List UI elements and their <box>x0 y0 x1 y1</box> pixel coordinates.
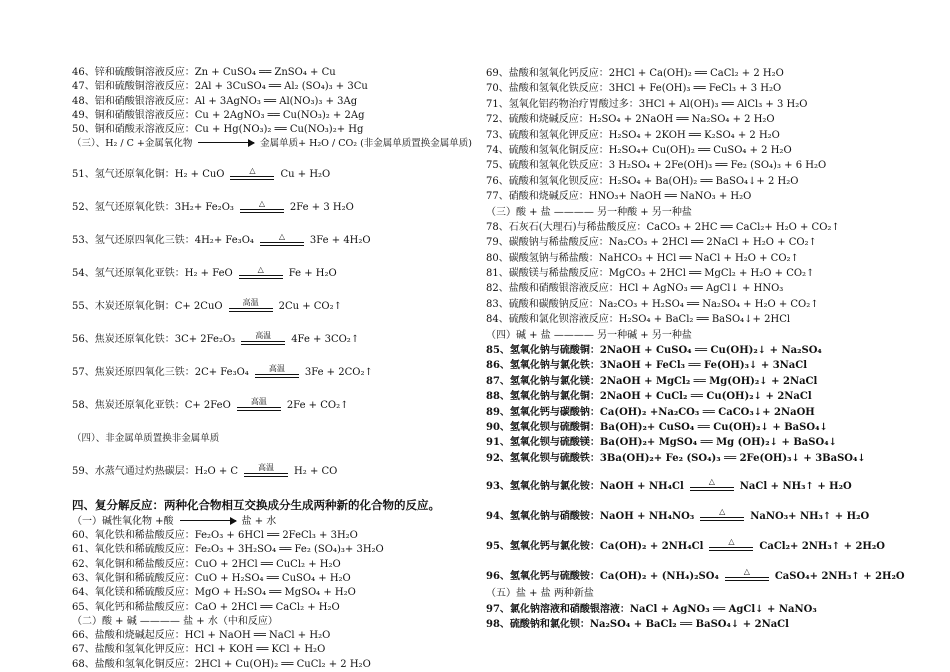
equation-line <box>486 205 926 220</box>
equation-line <box>486 556 926 586</box>
equation-line <box>72 218 472 251</box>
equation-text: 76、硫酸和氢氧化钡反应：H₂SO₄ + Ba(OH)₂ ══ BaSO₄↓+ 2 H₂O <box>486 175 799 187</box>
equation-text: 74、硫酸和氢氧化铜反应：H₂SO₄+ Cu(OH)₂ ══ CuSO₄ + 2 H₂O <box>486 144 792 156</box>
equation-text: 68、盐酸和氢氧化铜反应：2HCl + Cu(OH)₂ ══ CuCl₂ + 2 H₂O <box>72 658 371 670</box>
equation-text: 87、氢氧化钠与氯化镁：2NaOH + MgCl₂ ══ Mg(OH)₂↓ + 2NaCl <box>486 375 818 387</box>
double-line <box>255 374 299 378</box>
reaction-condition <box>244 463 288 477</box>
equation-line <box>486 128 926 143</box>
equation-line <box>486 420 926 435</box>
equation-line <box>72 251 472 284</box>
equation-line <box>486 220 926 235</box>
condition-mark: 高温 <box>250 396 267 406</box>
equation-products: NaCl + NH₃↑ + H₂O <box>739 480 852 492</box>
equation-line <box>486 343 926 358</box>
right-column <box>486 66 926 632</box>
equation-products: 金属单质+ H₂O / CO₂ (非金属单质置换金属单质) <box>260 138 472 150</box>
equation-text: 85、氢氧化钠与硫酸铜：2NaOH + CuSO₄ ══ Cu(OH)₂↓ + Na₂SO₄ <box>486 345 822 357</box>
equation-line <box>72 383 472 416</box>
equation-text: 90、氢氧化钡与硫酸铜：Ba(OH)₂+ CuSO₄ ══ Cu(OH)₂↓ + BaSO₄↓ <box>486 421 828 433</box>
equation-text: 91、氢氧化钡与硫酸镁：Ba(OH)₂+ MgSO₄ ══ Mg (OH)₂↓ + BaSO₄↓ <box>486 437 837 449</box>
double-line <box>229 308 273 312</box>
condition-mark: △ <box>719 507 726 517</box>
equation-line <box>486 435 926 450</box>
equation-text: 89、氢氧化钙与碳酸钠：Ca(OH)₂ +Na₂CO₃ ══ CaCO₃↓+ 2NaOH <box>486 406 815 418</box>
equation-text: （三）酸 + 盐 ———— 另一种酸 + 另一种盐 <box>486 206 692 218</box>
double-line <box>241 341 285 345</box>
equation-line <box>72 615 472 629</box>
reaction-condition <box>229 298 273 312</box>
reaction-condition <box>241 331 285 345</box>
equation-line <box>486 297 926 312</box>
equation-line <box>486 405 926 420</box>
equation-products: Cu + H₂O <box>280 169 331 181</box>
equation-text: 98、硫酸钠和氯化钡：Na₂SO₄ + BaCl₂ ══ BaSO₄↓ + 2NaCl <box>486 618 789 630</box>
equation-line <box>486 81 926 96</box>
equation-line <box>72 284 472 317</box>
equation-line <box>486 586 926 601</box>
equation-line <box>486 312 926 327</box>
equation-text: 75、硫酸和氢氧化铁反应：3 H₂SO₄ + 2Fe(OH)₃ ══ Fe₂ (SO₄)₃ + 6 H₂O <box>486 160 827 172</box>
equation-text: 46、锌和硫酸铜溶液反应：Zn + CuSO₄ ══ ZnSO₄ + Cu <box>72 67 336 78</box>
equation-line <box>486 143 926 158</box>
equation-line <box>72 416 472 449</box>
equation-text: 72、硫酸和烧碱反应：H₂SO₄ + 2NaOH ══ Na₂SO₄ + 2 H₂O <box>486 114 775 126</box>
equation-text: 53、氢气还原四氧化三铁：4H₂+ Fe₃O₄ <box>72 235 254 247</box>
equation-text: 66、盐酸和烧碱起反应：HCl + NaOH ══ NaCl + H₂O <box>72 630 331 642</box>
equation-line <box>72 543 472 557</box>
equation-text: 56、焦炭还原氧化铁：3C+ 2Fe₂O₃ <box>72 334 236 346</box>
equation-line <box>72 601 472 615</box>
equation-line <box>72 629 472 643</box>
equation-text: 94、氢氧化钠与硝酸铵：NaOH + NH₄NO₃ <box>486 510 695 522</box>
equation-text: 59、水蒸气通过灼热碳层：H₂O + C <box>72 466 239 478</box>
equation-text: 65、氧化钙和稀盐酸反应：CaO + 2HCl ══ CaCl₂ + H₂O <box>72 601 340 613</box>
condition-mark: △ <box>278 231 285 241</box>
equation-products: Fe + H₂O <box>288 268 337 280</box>
reaction-condition <box>240 199 284 213</box>
equation-products: CaSO₄+ 2NH₃↑ + 2H₂O <box>774 570 905 582</box>
equation-text: （三）、H₂ / C +金属氧化物 <box>72 138 193 150</box>
equation-text: 79、碳酸钠与稀盐酸反应：Na₂CO₃ + 2HCl ══ 2NaCl + H₂O + CO₂↑ <box>486 237 817 249</box>
equation-text: 77、硝酸和烧碱反应：HNO₃+ NaOH ══ NaNO₃ + H₂O <box>486 191 752 203</box>
arrow-icon <box>198 142 254 143</box>
equation-text: 50、铜和硝酸汞溶液反应：Cu + Hg(NO₃)₂ ══ Cu(NO₃)₂+ Hg <box>72 124 364 136</box>
equation-line <box>72 185 472 218</box>
equation-line <box>72 66 472 80</box>
equation-line <box>486 451 926 466</box>
equation-line <box>486 112 926 127</box>
equation-text: 88、氢氧化钠与氯化铜：2NaOH + CuCl₂ ══ Cu(OH)₂↓ + 2NaCl <box>486 391 812 403</box>
equation-line <box>72 95 472 109</box>
condition-mark: 高温 <box>268 363 285 373</box>
equation-line <box>486 602 926 617</box>
equation-line <box>72 529 472 543</box>
equation-text: 51、氢气还原氧化铜：H₂ + CuO <box>72 169 225 181</box>
equation-products: 2Fe + CO₂↑ <box>286 400 349 412</box>
equation-line <box>486 158 926 173</box>
equation-text: 58、焦炭还原氧化亚铁：C+ 2FeO <box>72 400 231 412</box>
equation-products: 盐 + 水 <box>241 515 277 527</box>
equation-text: 96、氢氧化钙与硫酸铵：Ca(OH)₂ + (NH₄)₂SO₄ <box>486 570 719 582</box>
equation-line <box>72 137 472 151</box>
equation-products: CaCl₂+ 2NH₃↑ + 2H₂O <box>759 540 885 552</box>
equation-text: 83、硫酸和碳酸钠反应：Na₂CO₃ + H₂SO₄ ══ Na₂SO₄ + H₂O + CO₂↑ <box>486 298 819 310</box>
equation-text: 70、盐酸和氢氧化铁反应：3HCl + Fe(OH)₃ ══ FeCl₃ + 3 H₂O <box>486 83 782 95</box>
equation-text: 57、焦炭还原四氧化三铁：2C+ Fe₃O₄ <box>72 367 249 379</box>
equation-text: 95、氢氧化钙与氯化铵：Ca(OH)₂ + 2NH₄Cl <box>486 540 704 552</box>
equation-line <box>72 350 472 383</box>
reaction-condition <box>230 166 274 180</box>
double-line <box>244 473 288 477</box>
double-line <box>230 176 274 180</box>
equation-products: H₂ + CO <box>294 466 338 478</box>
equation-text: 四、复分解反应：两种化合物相互交换成分生成两种新的化合物的反应。 <box>72 498 440 513</box>
double-line <box>237 407 281 411</box>
reaction-condition <box>725 567 769 581</box>
equation-text: （五）盐 + 盐 两种新盐 <box>486 588 594 600</box>
equation-text: 80、碳酸氢钠与稀盐酸：NaHCO₃ + HCl ══ NaCl + H₂O + CO₂↑ <box>486 252 799 264</box>
equation-text: 71、氢氧化铝药物治疗胃酸过多：3HCl + Al(OH)₃ ══ AlCl₃ + 3 H₂O <box>486 98 808 110</box>
equation-text: 82、盐酸和硝酸银溶液反应：HCl + AgNO₃ ══ AgCl↓ + HNO₃ <box>486 283 784 295</box>
equation-text: 86、氢氧化钠与氯化铁：3NaOH + FeCl₃ ══ Fe(OH)₃↓ + 3NaCl <box>486 360 808 372</box>
double-line <box>709 547 753 551</box>
condition-mark: △ <box>249 165 256 175</box>
equation-text: 93、氢氧化钠与氯化铵：NaOH + NH₄Cl <box>486 480 684 492</box>
equation-products: 2Fe + 3 H₂O <box>289 202 354 214</box>
equation-text: （一）碱性氧化物 +酸 <box>72 515 174 527</box>
condition-mark: △ <box>728 537 735 547</box>
equation-line <box>72 643 472 657</box>
equation-line <box>72 152 472 185</box>
left-column <box>72 66 472 672</box>
equation-line <box>72 449 472 482</box>
equation-text: （四）、非金属单质置换非金属单质 <box>72 433 220 445</box>
equation-line <box>486 328 926 343</box>
equation-line <box>486 374 926 389</box>
equation-text: 47、铝和硫酸铜溶液反应：2Al + 3CuSO₄ ══ Al₂ (SO₄)₃ + 3Cu <box>72 81 368 93</box>
equation-products: NaNO₃+ NH₃↑ + H₂O <box>750 510 870 522</box>
equation-products: 3Fe + 2CO₂↑ <box>304 367 373 379</box>
reaction-condition <box>260 232 304 246</box>
condition-mark: 高温 <box>242 297 259 307</box>
equation-line <box>72 482 472 515</box>
equation-text: 67、盐酸和氢氧化钾反应：HCl + KOH ══ KCl + H₂O <box>72 644 326 656</box>
equation-line <box>486 189 926 204</box>
condition-mark: △ <box>258 198 265 208</box>
equation-text: 69、盐酸和氢氧化钙反应：2HCl + Ca(OH)₂ ══ CaCl₂ + 2 H₂O <box>486 68 784 79</box>
equation-line <box>486 266 926 281</box>
double-line <box>700 517 744 521</box>
equation-text: 49、铜和硝酸银溶液反应：Cu + 2AgNO₃ ══ Cu(NO₃)₂ + 2Ag <box>72 109 365 121</box>
reaction-condition <box>237 397 281 411</box>
equation-products: 3Fe + 4H₂O <box>309 235 371 247</box>
equation-text: 55、木炭还原氧化铜：C+ 2CuO <box>72 301 223 313</box>
equation-line <box>72 586 472 600</box>
equation-text: 64、氧化镁和稀硫酸反应：MgO + H₂SO₄ ══ MgSO₄ + H₂O <box>72 587 356 599</box>
reaction-condition <box>709 537 753 551</box>
equation-line <box>486 235 926 250</box>
condition-mark: △ <box>257 264 264 274</box>
equation-products: 2Cu + CO₂↑ <box>278 301 343 313</box>
equation-text: 81、碳酸镁与稀盐酸反应：MgCO₃ + 2HCl ══ MgCl₂ + H₂O + CO₂↑ <box>486 268 815 280</box>
double-line <box>725 577 769 581</box>
equation-text: 48、铝和硝酸银溶液反应：Al + 3AgNO₃ ══ Al(NO₃)₃ + 3Ag <box>72 95 358 107</box>
reaction-condition <box>239 265 283 279</box>
equation-line <box>72 123 472 137</box>
equation-text: 97、氯化钠溶液和硝酸银溶液：NaCl + AgNO₃ ══ AgCl↓ + NaNO₃ <box>486 603 817 615</box>
double-line <box>239 275 283 279</box>
equation-line <box>72 558 472 572</box>
double-line <box>260 242 304 246</box>
equation-line <box>72 515 472 529</box>
reaction-condition <box>700 507 744 521</box>
condition-mark: △ <box>708 477 715 487</box>
equation-line <box>72 572 472 586</box>
condition-mark: △ <box>743 567 750 577</box>
equation-line <box>486 66 926 81</box>
equation-text: （四）碱 + 盐 ———— 另一种碱 + 另一种盐 <box>486 329 692 341</box>
arrow-icon <box>180 520 236 521</box>
equation-line <box>72 317 472 350</box>
reaction-condition <box>690 477 734 491</box>
equation-line <box>486 281 926 296</box>
equation-line <box>486 251 926 266</box>
equation-text: 62、氧化铜和稀盐酸反应：CuO + 2HCl ══ CuCl₂ + H₂O <box>72 558 341 570</box>
equation-line <box>486 496 926 526</box>
equation-line <box>486 97 926 112</box>
equation-text: 54、氢气还原氧化亚铁：H₂ + FeO <box>72 268 233 280</box>
equation-text: 63、氧化铜和稀硫酸反应：CuO + H₂SO₄ ══ CuSO₄ + H₂O <box>72 572 351 584</box>
condition-mark: 高温 <box>258 462 275 472</box>
equation-line <box>486 466 926 496</box>
reaction-condition <box>255 364 299 378</box>
equation-text: 84、硫酸和氯化钡溶液反应：H₂SO₄ + BaCl₂ ══ BaSO₄↓+ 2HCl <box>486 314 791 326</box>
double-line <box>240 209 284 213</box>
equation-line <box>72 109 472 123</box>
equation-line <box>486 526 926 556</box>
equation-text: 60、氧化铁和稀盐酸反应：Fe₂O₃ + 6HCl ══ 2FeCl₃ + 3H₂O <box>72 530 358 542</box>
equation-line <box>72 80 472 94</box>
equation-text: 92、氢氧化钡与硫酸铁：3Ba(OH)₂+ Fe₂ (SO₄)₃ ══ 2Fe(OH)₃↓ + 3BaSO₄↓ <box>486 452 866 464</box>
equation-products: 4Fe + 3CO₂↑ <box>291 334 360 346</box>
equation-text: 73、硫酸和氢氧化钾反应：H₂SO₄ + 2KOH ══ K₂SO₄ + 2 H₂O <box>486 129 780 141</box>
condition-mark: 高温 <box>255 330 272 340</box>
equation-line <box>486 358 926 373</box>
equation-text: （二）酸 + 碱 ———— 盐 + 水（中和反应） <box>72 615 278 627</box>
equation-line <box>486 174 926 189</box>
double-line <box>690 487 734 491</box>
equation-text: 78、石灰石(大理石)与稀盐酸反应：CaCO₃ + 2HC ══ CaCl₂+ H₂O + CO₂↑ <box>486 221 840 233</box>
equation-line <box>486 389 926 404</box>
equation-text: 61、氧化铁和稀硫酸反应：Fe₂O₃ + 3H₂SO₄ ══ Fe₂ (SO₄)₃+ 3H₂O <box>72 544 384 556</box>
equation-line <box>486 617 926 632</box>
equation-text: 52、氢气还原氧化铁：3H₂+ Fe₂O₃ <box>72 202 234 214</box>
